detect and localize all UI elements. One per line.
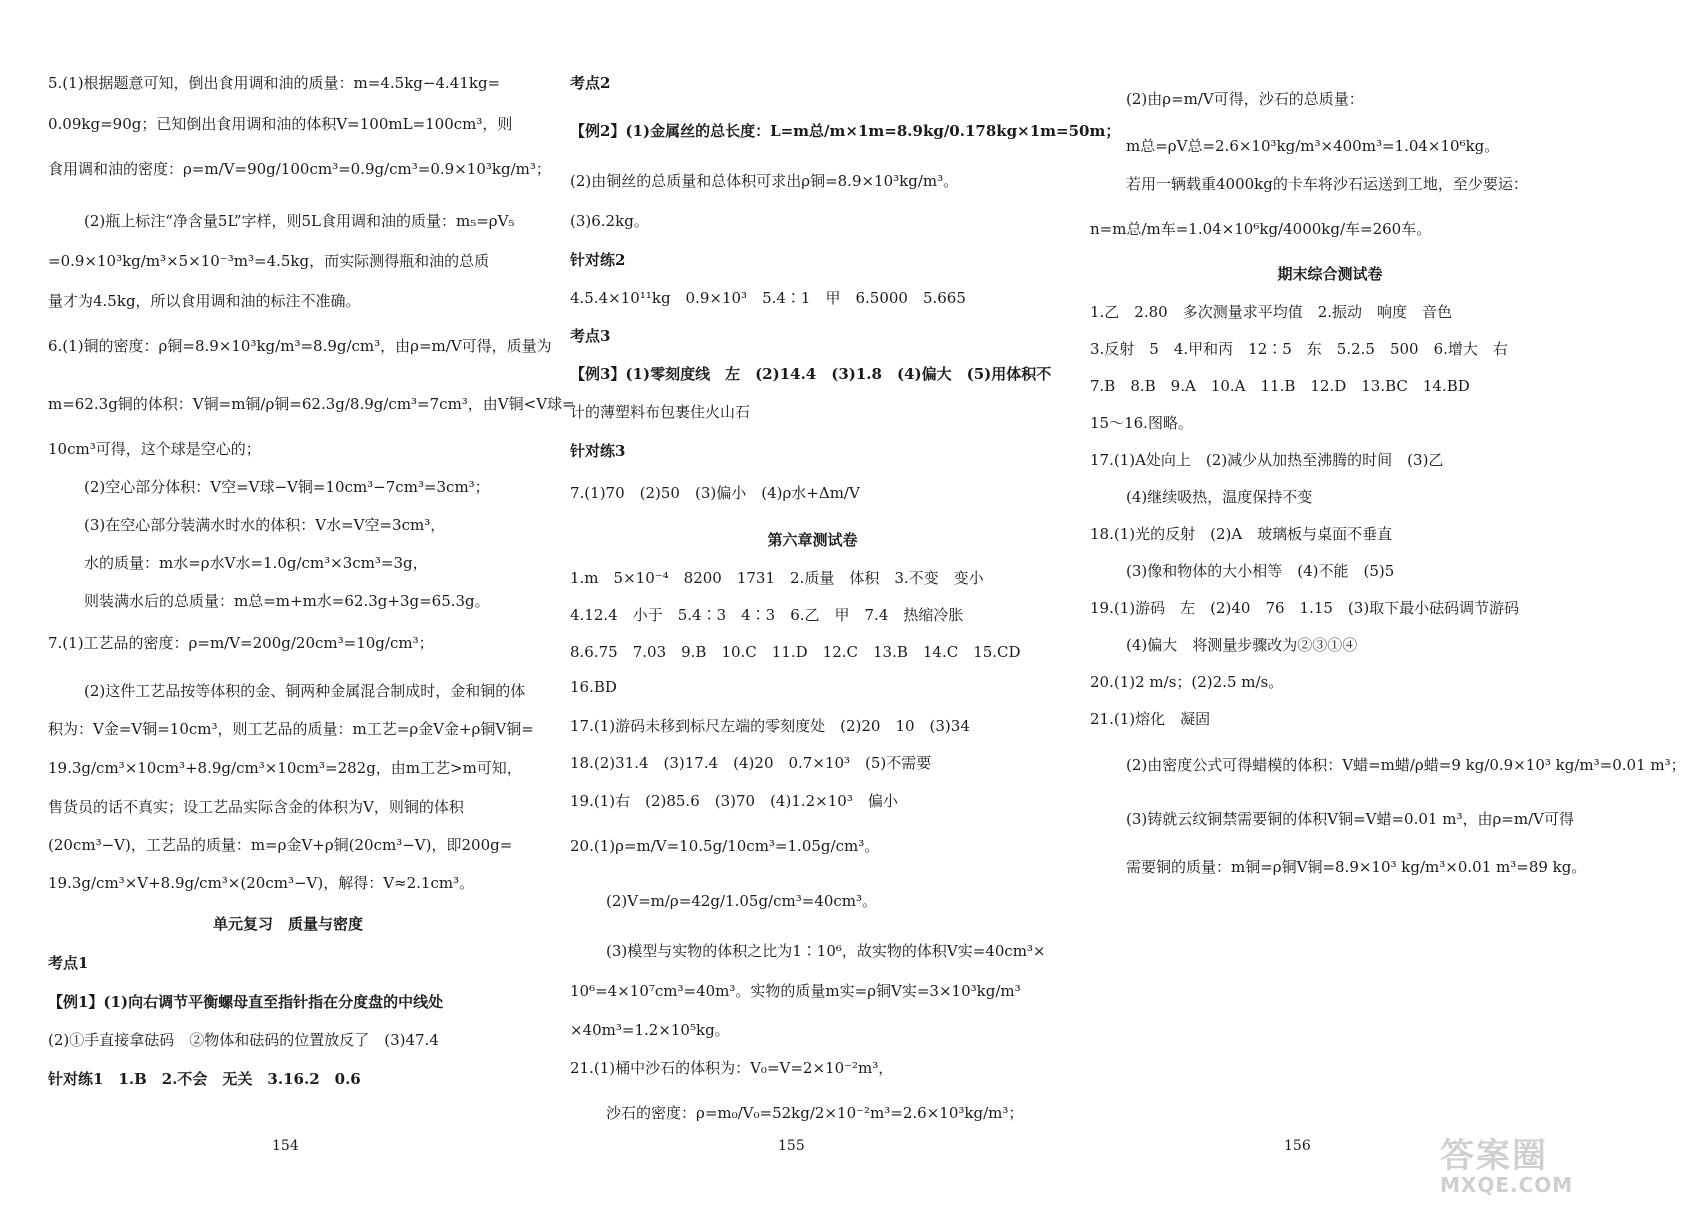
- answer-line: 针对练2: [570, 251, 626, 269]
- answer-line: =0.9×10³kg/m³×5×10⁻³m³=4.5kg，而实际测得瓶和油的总质: [48, 252, 490, 270]
- answer-line: (2)瓶上标注“净含量5L”字样，则5L食用调和油的质量：m₅=ρV₅: [84, 212, 515, 230]
- answer-line: (3)铸就云纹铜禁需要铜的体积V铜=V蜡=0.01 m³，由ρ=m/V可得: [1126, 810, 1574, 828]
- answer-line: 7.(1)70 (2)50 (3)偏小 (4)ρ水+Δm/V: [570, 484, 860, 502]
- answer-line: 0.09kg=90g；已知倒出食用调和油的体积V=100mL=100cm³，则: [48, 115, 513, 133]
- answer-line: 15～16.图略。: [1090, 414, 1193, 432]
- answer-line: 21.(1)桶中沙石的体积为：V₀=V=2×10⁻²m³，: [570, 1059, 894, 1077]
- answer-line: 10⁶=4×10⁷cm³=40m³。实物的质量m实=ρ铜V实=3×10³kg/m³: [570, 982, 1021, 1000]
- answer-line: 【例1】(1)向右调节平衡螺母直至指针指在分度盘的中线处: [48, 993, 444, 1011]
- answer-line: (2)①手直接拿砝码 ②物体和砝码的位置放反了 (3)47.4: [48, 1031, 439, 1049]
- answer-line: (3)6.2kg。: [570, 212, 649, 230]
- watermark-logo: [1440, 1128, 1590, 1208]
- answer-line: 1.m 5×10⁻⁴ 8200 1731 2.质量 体积 3.不变 变小: [570, 569, 984, 587]
- section-heading: 第六章测试卷: [767, 531, 858, 549]
- answer-line: 7.(1)工艺品的密度：ρ=m/V=200g/20cm³=10g/cm³；: [48, 634, 434, 652]
- answer-line: 量才为4.5kg，所以食用调和油的标注不准确。: [48, 292, 361, 310]
- answer-line: 3.反射 5 4.甲和丙 12∶5 东 5.2.5 500 6.增大 右: [1090, 340, 1508, 358]
- answer-line: (2)V=m/ρ=42g/1.05g/cm³=40cm³。: [606, 892, 878, 910]
- answer-line: 20.(1)2 m/s；(2)2.5 m/s。: [1090, 673, 1284, 691]
- answer-line: 19.3g/cm³×10cm³+8.9g/cm³×10cm³=282g，由m工艺>m可知，: [48, 759, 522, 777]
- page-number-156: 156: [1284, 1138, 1311, 1154]
- section-heading: 单元复习 质量与密度: [212, 915, 363, 933]
- column-page-155: [570, 0, 1121, 1217]
- answer-line: 计的薄塑料布包裹住火山石: [570, 403, 751, 421]
- answer-line: 19.3g/cm³×V+8.9g/cm³×(20cm³−V)，解得：V≈2.1cm³。: [48, 874, 475, 892]
- answer-line: 4.12.4 小于 5.4∶3 4∶3 6.乙 甲 7.4 热缩冷胀: [570, 606, 964, 624]
- answer-line: 17.(1)游码未移到标尺左端的零刻度处 (2)20 10 (3)34: [570, 717, 970, 735]
- answer-line: m总=ρV总=2.6×10³kg/m³×400m³=1.04×10⁶kg。: [1126, 137, 1500, 155]
- answer-line: (2)这件工艺品按等体积的金、铜两种金属混合制成时，金和铜的体: [84, 682, 526, 700]
- answer-line: 食用调和油的密度：ρ=m/V=90g/100cm³=0.9g/cm³=0.9×10³kg/m³；: [48, 160, 551, 178]
- answer-line: 针对练3: [570, 442, 626, 460]
- answer-line: m=62.3g铜的体积：V铜=m铜/ρ铜=62.3g/8.9g/cm³=7cm³，由V铜<V球=: [48, 395, 575, 413]
- answer-line: 18.(2)31.4 (3)17.4 (4)20 0.7×10³ (5)不需要: [570, 754, 932, 772]
- answer-line: (3)像和物体的大小相等 (4)不能 (5)5: [1126, 562, 1395, 580]
- answer-line: 5.(1)根据题意可知，倒出食用调和油的质量：m=4.5kg−4.41kg=: [48, 74, 501, 92]
- answer-line: (2)由密度公式可得蜡模的体积：V蜡=m蜡/ρ蜡=9 kg/0.9×10³ kg/m³=0.01 m³；: [1126, 756, 1686, 774]
- answer-line: 【例3】(1)零刻度线 左 (2)14.4 (3)1.8 (4)偏大 (5)用体积不: [570, 365, 1052, 383]
- answer-line: 沙石的密度：ρ=m₀/V₀=52kg/2×10⁻²m³=2.6×10³kg/m³；: [606, 1104, 1024, 1122]
- page-number-155: 155: [778, 1138, 805, 1154]
- answer-line: 17.(1)A处向上 (2)减少从加热至沸腾的时间 (3)乙: [1090, 451, 1444, 469]
- answer-line: 水的质量：m水=ρ水V水=1.0g/cm³×3cm³=3g，: [84, 554, 428, 572]
- answer-line: n=m总/m车=1.04×10⁶kg/4000kg/车=260车。: [1090, 220, 1432, 238]
- answer-line: (2)由铜丝的总质量和总体积可求出ρ铜=8.9×10³kg/m³。: [570, 172, 959, 190]
- answer-line: 21.(1)熔化 凝固: [1090, 710, 1211, 728]
- answer-line: 积为：V金=V铜=10cm³，则工艺品的质量：m工艺=ρ金V金+ρ铜V铜=: [48, 720, 534, 738]
- column-page-156: [1090, 0, 1686, 1217]
- answer-line: 针对练1 1.B 2.不会 无关 3.16.2 0.6: [48, 1070, 361, 1088]
- answer-line: 考点1: [48, 954, 89, 972]
- answer-line: 若用一辆载重4000kg的卡车将沙石运送到工地，至少要运：: [1126, 175, 1528, 193]
- answer-line: (2)由ρ=m/V可得，沙石的总质量：: [1126, 90, 1364, 108]
- answer-line: (4)偏大 将测量步骤改为②③①④: [1126, 636, 1358, 654]
- answer-line: 19.(1)游码 左 (2)40 76 1.15 (3)取下最小砝码调节游码: [1090, 599, 1520, 617]
- answer-line: 10cm³可得，这个球是空心的；: [48, 440, 261, 458]
- answer-line: 4.5.4×10¹¹kg 0.9×10³ 5.4∶1 甲 6.5000 5.665: [570, 289, 966, 307]
- answer-line: 18.(1)光的反射 (2)A 玻璃板与桌面不垂直: [1090, 525, 1393, 543]
- answer-line: 20.(1)ρ=m/V=10.5g/10cm³=1.05g/cm³。: [570, 837, 880, 855]
- answer-line: 16.BD: [570, 678, 617, 696]
- answer-line: 7.B 8.B 9.A 10.A 11.B 12.D 13.BC 14.BD: [1090, 377, 1470, 395]
- answer-line: 则装满水后的总质量：m总=m+m水=62.3g+3g=65.3g。: [84, 592, 490, 610]
- answer-line: 考点3: [570, 327, 611, 345]
- answer-line: 需要铜的质量：m铜=ρ铜V铜=8.9×10³ kg/m³×0.01 m³=89 kg。: [1126, 858, 1587, 876]
- section-heading: 期末综合测试卷: [1277, 265, 1383, 283]
- answer-line: 19.(1)右 (2)85.6 (3)70 (4)1.2×10³ 偏小: [570, 792, 898, 810]
- answer-line: ×40m³=1.2×10⁵kg。: [570, 1021, 730, 1039]
- answer-line: 6.(1)铜的密度：ρ铜=8.9×10³kg/m³=8.9g/cm³，由ρ=m/V可得，质量为: [48, 337, 552, 355]
- answer-line: 1.乙 2.80 多次测量求平均值 2.振动 响度 音色: [1090, 303, 1453, 321]
- answer-line: 考点2: [570, 74, 611, 92]
- answer-line: 【例2】(1)金属丝的总长度：L=m总/m×1m=8.9kg/0.178kg×1m=50m；: [570, 122, 1121, 140]
- column-page-154: [48, 0, 575, 1217]
- answer-line: (2)空心部分体积：V空=V球−V铜=10cm³−7cm³=3cm³；: [84, 478, 490, 496]
- answer-line: (20cm³−V)，工艺品的质量：m=ρ金V+ρ铜(20cm³−V)，即200g=: [48, 836, 513, 854]
- watermark-title: 答案圈: [1440, 1136, 1548, 1176]
- answer-line: (4)继续吸热，温度保持不变: [1126, 488, 1313, 506]
- answer-line: (3)模型与实物的体积之比为1∶10⁶，故实物的体积V实=40cm³×: [606, 942, 1046, 960]
- answer-line: 售货员的话不真实；设工艺品实际含金的体积为V，则铜的体积: [48, 798, 464, 816]
- answer-line: (3)在空心部分装满水时水的体积：V水=V空=3cm³，: [84, 516, 446, 534]
- page-number-154: 154: [272, 1138, 299, 1154]
- watermark-url: MXQE.COM: [1440, 1173, 1574, 1197]
- answer-line: 8.6.75 7.03 9.B 10.C 11.D 12.C 13.B 14.C 15.CD: [570, 643, 1021, 661]
